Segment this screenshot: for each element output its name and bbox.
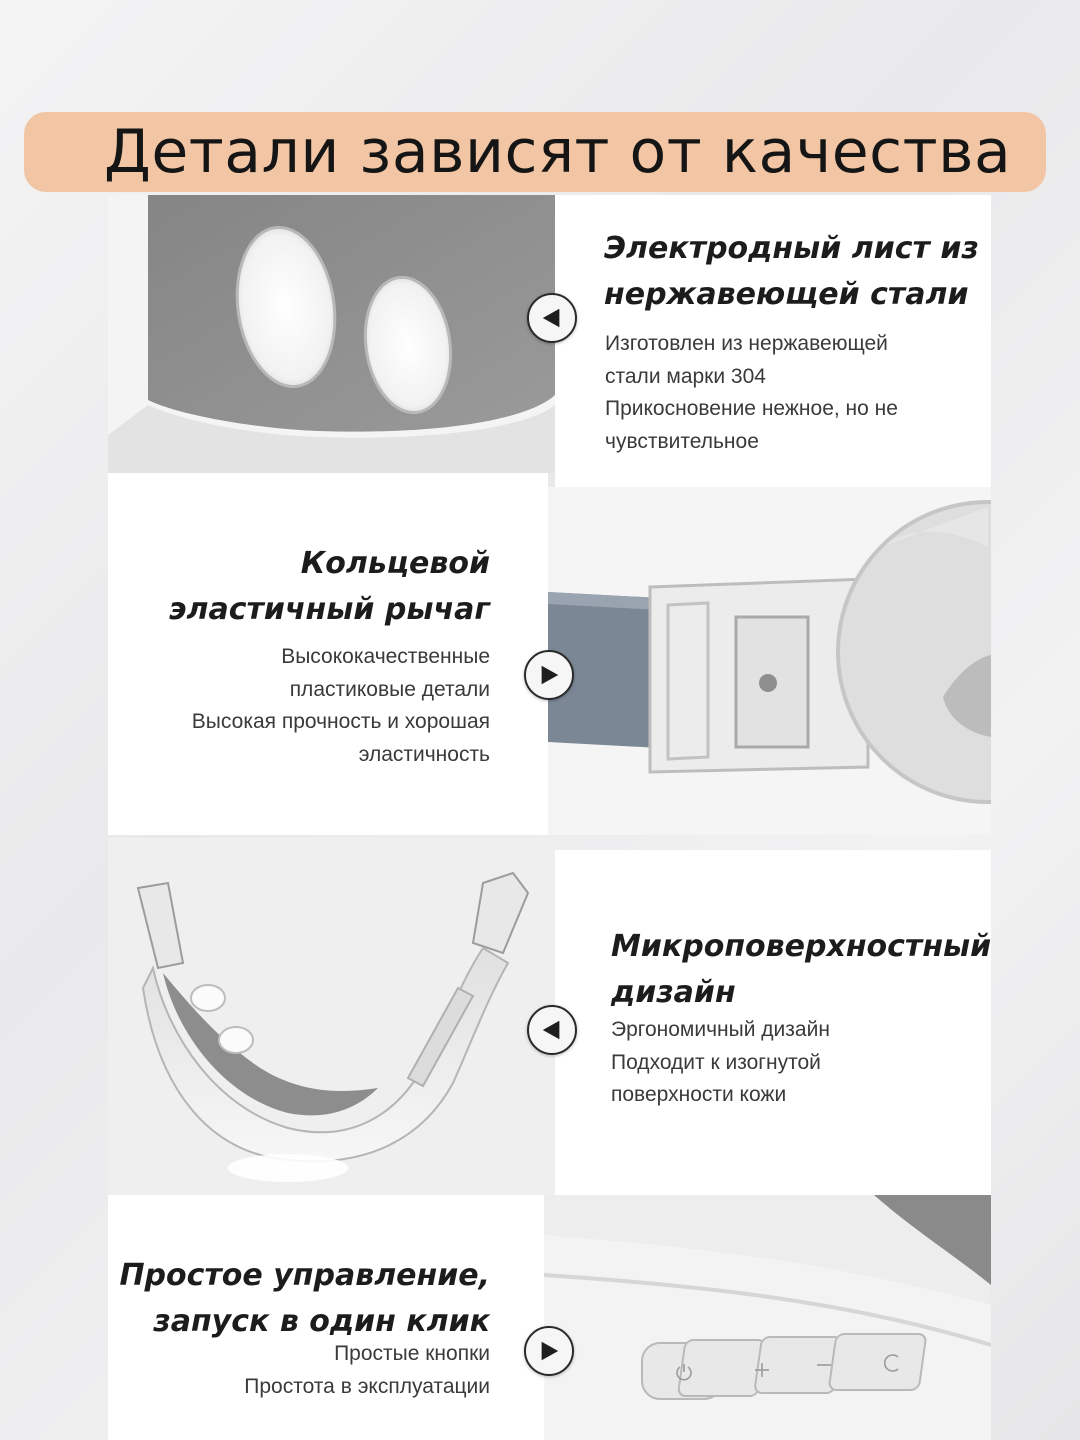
minus-icon: [814, 1355, 834, 1375]
feature-1-description: [605, 328, 898, 458]
arrow-right-icon: [526, 1328, 572, 1374]
arrow-left-button[interactable]: [527, 1005, 577, 1055]
heading-line: эластичный рычаг: [168, 592, 490, 627]
heading-line: дизайн: [611, 975, 736, 1010]
feature-3-description: [611, 1014, 830, 1112]
description-line: эластичность: [358, 742, 490, 766]
description-line: пластиковые детали: [289, 677, 490, 701]
feature-1-heading: [604, 226, 979, 318]
arrow-right-icon: [526, 652, 572, 698]
feature-2-description: [192, 641, 490, 771]
arrow-right-button[interactable]: [524, 1326, 574, 1376]
description-line: Подходит к изогнутой: [611, 1050, 821, 1074]
arrow-left-icon: [529, 295, 575, 341]
description-line: Простота в эксплуатации: [244, 1374, 490, 1398]
elastic-arm-photo: [548, 487, 991, 835]
feature-3-heading: [611, 924, 991, 1016]
page-title: Детали зависят от качества: [104, 117, 1012, 187]
description-line: стали марки 304: [605, 364, 766, 388]
description-line: Прикосновение нежное, но не: [605, 397, 898, 420]
heading-line: Электродный лист из: [604, 231, 979, 266]
description-line: чувствительное: [605, 429, 759, 453]
heading-line: запуск в один клик: [153, 1304, 490, 1339]
heading-line: Микроповерхностный: [611, 929, 992, 964]
description-line: Высококачественные: [281, 645, 490, 668]
arrow-right-button[interactable]: [524, 650, 574, 700]
arrow-left-icon: [529, 1007, 575, 1053]
description-line: Изготовлен из нержавеющей: [605, 332, 888, 355]
feature-4-description: [244, 1338, 490, 1403]
plus-icon: [752, 1360, 772, 1380]
description-line: Высокая прочность и хорошая: [191, 710, 490, 733]
heading-line: Простое управление,: [119, 1258, 490, 1293]
heading-line: нержавеющей стали: [604, 277, 969, 312]
control-buttons-photo: [544, 1195, 991, 1440]
feature-4-heading: [119, 1253, 490, 1345]
electrode-plate-photo: [108, 195, 555, 473]
description-line: Эргономичный дизайн: [611, 1018, 830, 1041]
v-shaped-device-photo: [108, 838, 555, 1195]
description-line: Простые кнопки: [334, 1342, 490, 1365]
heading-line: Кольцевой: [300, 546, 490, 581]
arrow-left-button[interactable]: [527, 293, 577, 343]
description-line: поверхности кожи: [611, 1083, 787, 1106]
power-icon: [674, 1362, 694, 1382]
mode-icon: [884, 1353, 904, 1373]
feature-2-heading: [169, 541, 490, 633]
